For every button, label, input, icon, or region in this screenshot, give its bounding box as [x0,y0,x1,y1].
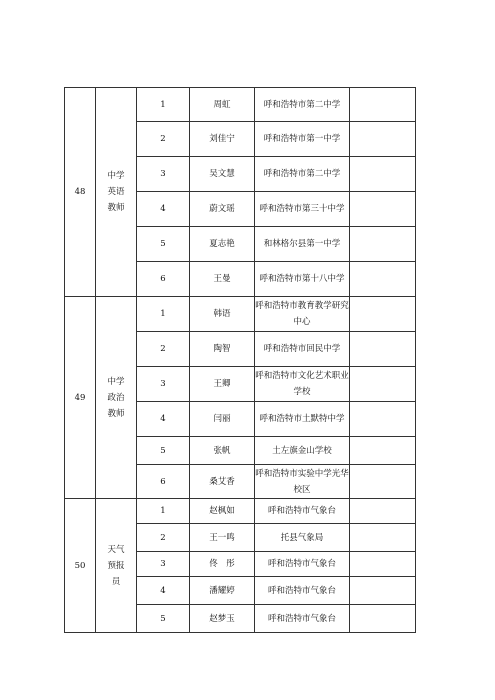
group-number-cell: 48 [65,88,96,297]
row-index-cell: 3 [137,367,190,402]
group-number-cell: 50 [65,499,96,633]
person-name-cell: 韩语 [190,297,255,332]
note-cell [350,402,416,437]
row-index-cell: 5 [137,605,190,633]
person-name-cell: 张帆 [190,437,255,465]
note-cell [350,605,416,633]
person-name-cell: 陶智 [190,332,255,367]
work-unit-cell: 呼和浩特市文化艺术职业学校 [255,367,350,402]
person-name-cell: 夏志艳 [190,227,255,262]
row-index-cell: 6 [137,262,190,297]
row-index-cell: 1 [137,88,190,122]
person-name-cell: 桑艾香 [190,465,255,499]
row-index-cell: 2 [137,122,190,157]
person-name-cell: 潘耀婷 [190,577,255,605]
table-row [65,297,416,332]
note-cell [350,437,416,465]
row-index-cell: 1 [137,499,190,524]
person-name-cell: 闫丽 [190,402,255,437]
table-row [65,88,416,122]
row-index-cell: 3 [137,552,190,577]
note-cell [350,262,416,297]
group-number-cell: 49 [65,297,96,499]
row-index-cell: 2 [137,524,190,552]
row-index-cell: 5 [137,437,190,465]
work-unit-cell: 呼和浩特市第十八中学 [255,262,350,297]
row-index-cell: 4 [137,402,190,437]
note-cell [350,122,416,157]
group-category-label: 中学 政治 教师 [107,376,125,419]
row-index-cell: 1 [137,297,190,332]
work-unit-cell: 呼和浩特市气象台 [255,605,350,633]
work-unit-cell: 呼和浩特市回民中学 [255,332,350,367]
person-name-cell: 周虹 [190,88,255,122]
group-category-cell [96,88,137,297]
note-cell [350,552,416,577]
work-unit-cell: 和林格尔县第一中学 [255,227,350,262]
work-unit-cell: 托县气象局 [255,524,350,552]
work-unit-cell: 呼和浩特市气象台 [255,577,350,605]
note-cell [350,499,416,524]
note-cell [350,297,416,332]
work-unit-cell: 呼和浩特市第二中学 [255,88,350,122]
note-cell [350,367,416,402]
note-cell [350,465,416,499]
work-unit-cell: 呼和浩特市气象台 [255,552,350,577]
note-cell [350,332,416,367]
note-cell [350,88,416,122]
note-cell [350,524,416,552]
work-unit-cell: 呼和浩特市第三十中学 [255,192,350,227]
group-category-label: 中学 英语 教师 [107,171,125,213]
row-index-cell: 5 [137,227,190,262]
row-index-cell: 2 [137,332,190,367]
work-unit-cell: 土左旗金山学校 [255,437,350,465]
person-name-cell: 蔚文瑶 [190,192,255,227]
row-index-cell: 4 [137,192,190,227]
person-name-cell: 吴文慧 [190,157,255,192]
row-index-cell: 6 [137,465,190,499]
work-unit-cell: 呼和浩特市土默特中学 [255,402,350,437]
table-row [65,499,416,524]
note-cell [350,577,416,605]
note-cell [350,157,416,192]
person-name-cell: 佟 彤 [190,552,255,577]
group-category-label: 天气 预报 员 [107,544,125,587]
work-unit-cell: 呼和浩特市气象台 [255,499,350,524]
person-name-cell: 刘佳宁 [190,122,255,157]
award-roster-table [64,87,416,633]
work-unit-cell: 呼和浩特市第一中学 [255,122,350,157]
person-name-cell: 王卿 [190,367,255,402]
group-category-cell [96,297,137,499]
person-name-cell: 王曼 [190,262,255,297]
person-name-cell: 赵枫如 [190,499,255,524]
group-category-cell [96,499,137,633]
work-unit-cell: 呼和浩特市第二中学 [255,157,350,192]
work-unit-cell: 呼和浩特市实验中学光华校区 [255,465,350,499]
note-cell [350,227,416,262]
row-index-cell: 4 [137,577,190,605]
person-name-cell: 王一鸣 [190,524,255,552]
person-name-cell: 赵梦玉 [190,605,255,633]
work-unit-cell: 呼和浩特市教育教学研究中心 [255,297,350,332]
row-index-cell: 3 [137,157,190,192]
note-cell [350,192,416,227]
